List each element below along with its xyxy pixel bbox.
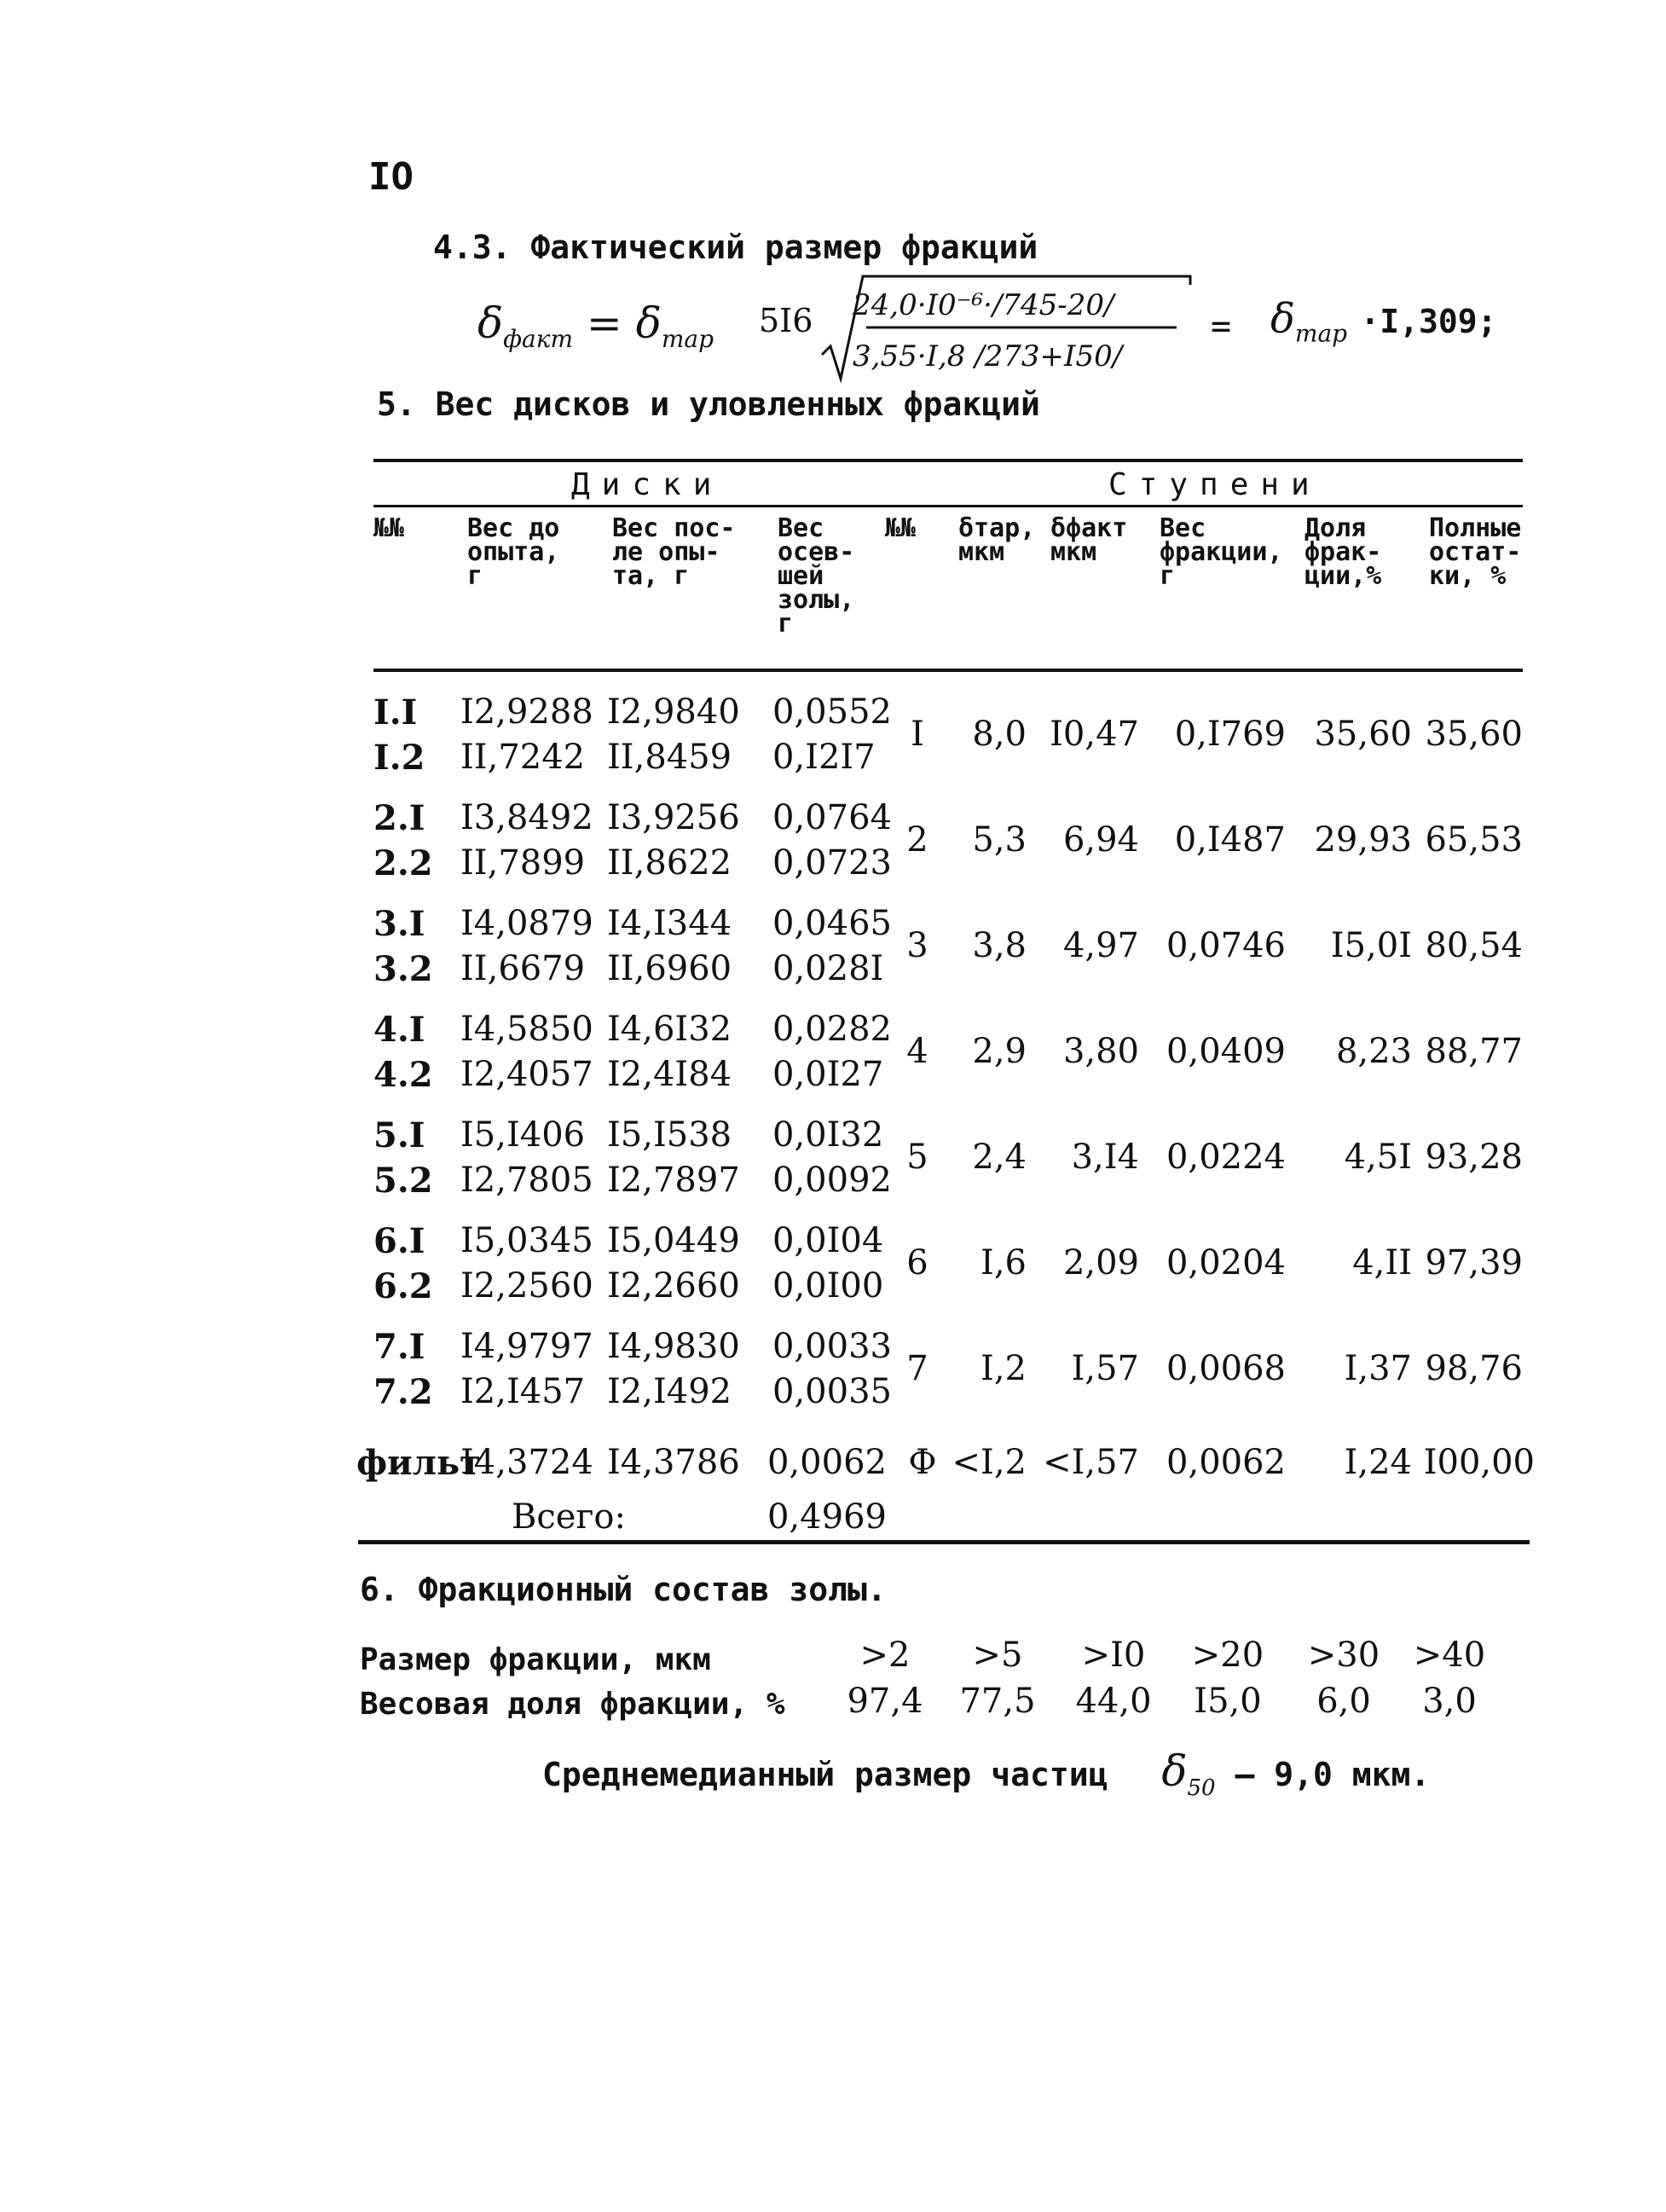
filter-fraction-weight: 0,0062 [1166, 1443, 1286, 1482]
median-symbol: $\delta_{50}$ [1161, 1746, 1216, 1801]
fraction-size-value: >40 [1413, 1636, 1486, 1675]
stage-fraction-share: 35,60 [1314, 715, 1412, 754]
disk-ash-weight: 0,0552 [772, 692, 892, 732]
disk-ash-weight: 0,0I00 [772, 1266, 884, 1306]
weight-share-value: 6,0 [1316, 1682, 1371, 1721]
disk-ash-weight: 0,0I04 [772, 1221, 884, 1260]
disk-weight-before: II,7242 [460, 738, 586, 777]
weight-share-value: 77,5 [959, 1682, 1036, 1721]
disk-disk-no: 5.2 [373, 1161, 433, 1201]
disk-weight-before: I4,0879 [460, 904, 593, 943]
disk-weight-before: I2,4057 [460, 1055, 593, 1094]
header-ash-weight: Вес осев- шей золы, г [778, 513, 855, 639]
stage-delta-fact: 6,94 [1062, 820, 1139, 860]
weight-share-value: 44,0 [1075, 1682, 1152, 1721]
formula-numerator: 24,0·I0⁻⁶·/745-20/ [853, 288, 1114, 322]
disk-weight-after: I5,I538 [607, 1115, 732, 1155]
stage-fraction-share: I,37 [1344, 1349, 1412, 1388]
formula-equals: = [1211, 307, 1232, 346]
stage-fraction-weight: 0,0224 [1166, 1138, 1286, 1177]
stage-stage-no: 7 [906, 1349, 928, 1388]
fraction-size-value: >2 [859, 1636, 911, 1675]
filter-delta-fact: <I,57 [1043, 1443, 1139, 1482]
disk-ash-weight: 0,028I [772, 949, 884, 988]
disk-weight-after: II,6960 [607, 949, 732, 988]
stage-delta-fact: I0,47 [1050, 715, 1139, 754]
disk-disk-no: 4.2 [373, 1055, 433, 1095]
section-6-title: 6. Фракционный состав золы. [360, 1571, 887, 1608]
filter-weight-before: I4,3724 [460, 1443, 593, 1482]
stage-fraction-share: I5,0I [1330, 926, 1412, 965]
stage-fraction-weight: 0,0068 [1166, 1349, 1286, 1388]
disk-disk-no: 3.I [373, 904, 425, 944]
disk-weight-before: II,6679 [460, 949, 586, 988]
table-top-rule [373, 459, 1523, 462]
stage-delta-fact: 2,09 [1062, 1243, 1139, 1283]
disk-disk-no: 7.I [373, 1327, 425, 1367]
formula-coefficient: 5I6 [759, 302, 813, 339]
disk-disk-no: 4.I [373, 1010, 425, 1050]
disk-ash-weight: 0,I2I7 [772, 738, 876, 777]
disk-weight-before: II,7899 [460, 843, 586, 883]
header-bottom-rule [373, 669, 1523, 672]
formula-denominator: 3,55·I,8 /273+I50/ [853, 339, 1123, 373]
weight-share-label: Весовая доля фракции, % [360, 1687, 785, 1722]
header-delta-tar: δтар, мкм [958, 513, 1036, 567]
group-header-stages: Ступени [1108, 467, 1322, 502]
disk-weight-after: I4,6I32 [607, 1010, 732, 1049]
median-value: – 9,0 мкм. [1235, 1756, 1431, 1793]
header-fraction-weight: Вес фракции, г [1160, 513, 1283, 591]
stage-fraction-weight: 0,0746 [1166, 926, 1286, 965]
section-4-3-title: 4.3. Фактический размер фракций [433, 229, 1038, 266]
disk-disk-no: 5.I [373, 1115, 425, 1155]
disk-weight-before: I2,I457 [460, 1372, 586, 1411]
median-size-line [542, 1746, 1430, 1801]
stage-full-residue: 98,76 [1425, 1349, 1523, 1388]
disk-weight-before: I2,7805 [460, 1161, 593, 1200]
fraction-size-formula [477, 273, 1543, 384]
fraction-size-value: >20 [1191, 1636, 1264, 1675]
header-delta-fact: δфакт мкм [1050, 513, 1128, 567]
disk-disk-no: I.I [373, 692, 418, 733]
stage-delta-tar: 3,8 [972, 926, 1027, 965]
disk-weight-after: II,8622 [607, 843, 732, 883]
group-header-rule [373, 505, 1523, 507]
stage-fraction-weight: 0,0204 [1166, 1243, 1286, 1283]
stage-full-residue: 88,77 [1425, 1032, 1523, 1071]
stage-delta-tar: I,2 [981, 1349, 1027, 1388]
header-disk-no: №№ [373, 513, 405, 543]
stage-fraction-share: 4,5I [1344, 1138, 1412, 1177]
disk-weight-after: I2,9840 [607, 692, 740, 732]
disk-weight-before: I3,8492 [460, 798, 593, 837]
stage-fraction-share: 29,93 [1314, 820, 1412, 860]
stage-fraction-weight: 0,0409 [1166, 1032, 1286, 1071]
disk-ash-weight: 0,0282 [772, 1010, 892, 1049]
stage-delta-tar: 5,3 [972, 820, 1027, 860]
header-fraction-share: Доля фрак- ции,% [1304, 513, 1382, 591]
disk-ash-weight: 0,0I27 [772, 1055, 884, 1094]
disk-ash-weight: 0,0I32 [772, 1115, 884, 1155]
disk-disk-no: 3.2 [373, 949, 433, 989]
stage-fraction-share: 8,23 [1335, 1032, 1412, 1071]
stage-full-residue: 35,60 [1425, 715, 1523, 754]
fraction-size-value: >I0 [1081, 1636, 1146, 1675]
weight-share-value: 3,0 [1422, 1682, 1477, 1721]
header-stage-no: №№ [885, 513, 917, 543]
stage-delta-fact: I,57 [1071, 1349, 1139, 1388]
stage-delta-fact: 3,I4 [1071, 1138, 1139, 1177]
disk-weight-before: I5,I406 [460, 1115, 586, 1155]
disk-weight-after: I2,2660 [607, 1266, 740, 1306]
stage-stage-no: 5 [906, 1138, 928, 1177]
filter-full-residue: I00,00 [1423, 1443, 1535, 1482]
header-weight-after: Вес пос- ле опы- та, г [612, 513, 736, 591]
disk-weight-after: I2,4I84 [607, 1055, 732, 1094]
filter-ash-weight: 0,0062 [767, 1443, 887, 1482]
header-weight-before: Вес до опыта, г [467, 513, 560, 591]
filter-label: фильт [356, 1443, 481, 1483]
group-header-disks: Диски [571, 467, 724, 502]
filter-stage-no: Ф [908, 1443, 937, 1482]
stage-full-residue: 97,39 [1425, 1243, 1523, 1283]
disk-weight-after: II,8459 [607, 738, 732, 777]
stage-full-residue: 93,28 [1425, 1138, 1523, 1177]
stage-delta-tar: 8,0 [972, 715, 1027, 754]
stage-fraction-share: 4,II [1352, 1243, 1412, 1283]
disk-ash-weight: 0,0465 [772, 904, 892, 943]
table-bottom-rule [358, 1540, 1530, 1544]
header-full-residue: Полные остат- ки, % [1429, 513, 1522, 591]
stage-delta-tar: 2,4 [972, 1138, 1027, 1177]
disk-weight-before: I2,9288 [460, 692, 593, 732]
stage-full-residue: 80,54 [1425, 926, 1523, 965]
stage-fraction-weight: 0,I487 [1174, 820, 1286, 860]
disk-weight-after: I2,I492 [607, 1372, 732, 1411]
section-5-title: 5. Вес дисков и уловленных фракций [377, 385, 1040, 423]
disk-disk-no: I.2 [373, 738, 425, 778]
stage-stage-no: 3 [906, 926, 928, 965]
formula-lhs: $\delta_{факт} = \delta_{тар}$ [477, 298, 714, 353]
fraction-size-value: >30 [1307, 1636, 1380, 1675]
filter-fraction-share: I,24 [1344, 1443, 1412, 1482]
stage-full-residue: 65,53 [1425, 820, 1523, 860]
weight-share-value: I5,0 [1194, 1682, 1262, 1721]
disk-disk-no: 6.2 [373, 1266, 433, 1306]
stage-delta-fact: 3,80 [1062, 1032, 1139, 1071]
disk-ash-weight: 0,0092 [772, 1161, 892, 1200]
disk-weight-before: I2,2560 [460, 1266, 593, 1306]
total-label: Всего: [512, 1497, 626, 1537]
disk-weight-before: I4,5850 [460, 1010, 593, 1049]
disk-disk-no: 6.I [373, 1221, 425, 1261]
disk-ash-weight: 0,0035 [772, 1372, 892, 1411]
disk-weight-before: I4,9797 [460, 1327, 593, 1366]
formula-result: $\delta_{тар} \cdot I,309$; [1270, 295, 1497, 348]
filter-weight-after: I4,3786 [607, 1443, 740, 1482]
stage-stage-no: I [911, 715, 924, 754]
disk-disk-no: 2.I [373, 798, 425, 838]
fraction-size-value: >5 [972, 1636, 1023, 1675]
disk-ash-weight: 0,0723 [772, 843, 892, 883]
stage-stage-no: 2 [906, 820, 928, 860]
stage-stage-no: 6 [906, 1243, 928, 1283]
disk-disk-no: 7.2 [373, 1372, 433, 1412]
disk-ash-weight: 0,0764 [772, 798, 892, 837]
fraction-size-label: Размер фракции, мкм [360, 1642, 711, 1677]
disk-weight-before: I5,0345 [460, 1221, 593, 1260]
page-number: IO [368, 155, 414, 199]
stage-fraction-weight: 0,I769 [1174, 715, 1286, 754]
stage-stage-no: 4 [906, 1032, 928, 1071]
disk-weight-after: I2,7897 [607, 1161, 740, 1200]
disk-weight-after: I3,9256 [607, 798, 740, 837]
disk-ash-weight: 0,0033 [772, 1327, 892, 1366]
stage-delta-fact: 4,97 [1062, 926, 1139, 965]
disk-weight-after: I4,9830 [607, 1327, 740, 1366]
filter-delta-tar: <I,2 [952, 1443, 1027, 1482]
disk-weight-after: I4,I344 [607, 904, 732, 943]
median-label: Среднемедианный размер частиц [542, 1756, 1108, 1793]
total-value: 0,4969 [767, 1497, 887, 1537]
disk-weight-after: I5,0449 [607, 1221, 740, 1260]
disk-disk-no: 2.2 [373, 843, 433, 883]
stage-delta-tar: 2,9 [972, 1032, 1027, 1071]
stage-delta-tar: I,6 [981, 1243, 1027, 1283]
weight-share-value: 97,4 [847, 1682, 923, 1721]
